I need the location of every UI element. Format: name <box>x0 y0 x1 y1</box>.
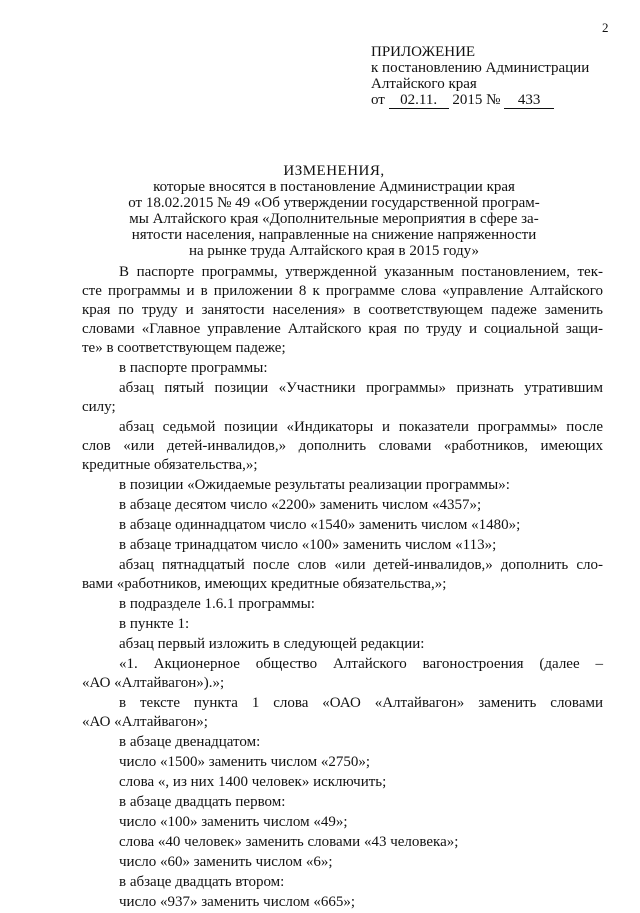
paragraph: в подразделе 1.6.1 программы: <box>119 596 315 612</box>
paragraph: число «60» заменить числом «6»; <box>119 854 333 870</box>
text-line: В паспорте программы, утвержденной указанным постановлением, тек- <box>119 264 603 280</box>
paragraph: в абзаце тринадцатом число «100» заменить числом «113»; <box>119 537 497 553</box>
text-line: те» в соответствующем падеже; <box>82 340 286 356</box>
text-line: кредитные обязательства,»; <box>82 457 258 473</box>
annex-date-line <box>371 92 621 109</box>
annex-line-2: Алтайского края <box>371 76 477 92</box>
paragraph: в абзаце десятом число «2200» заменить числом «4357»; <box>119 497 482 513</box>
text-line: силу; <box>82 399 116 415</box>
paragraph: слова «, из них 1400 человек» исключить; <box>119 774 387 790</box>
paragraph: в позиции «Ожидаемые результаты реализации программы»: <box>119 477 510 493</box>
paragraph: в абзаце двенадцатом: <box>119 734 261 750</box>
annex-title: ПРИЛОЖЕНИЕ <box>371 44 476 60</box>
paragraph: в абзаце двадцать первом: <box>119 794 286 810</box>
paragraph <box>82 379 603 417</box>
text-line: абзац пятнадцатый после слов «или детей-инвалидов,» дополнить сло- <box>119 557 603 573</box>
paragraph: в пункте 1: <box>119 616 190 632</box>
paragraph: в абзаце одиннадцатом число «1540» заменить числом «1480»; <box>119 517 521 533</box>
paragraph: абзац первый изложить в следующей редакции: <box>119 636 425 652</box>
annex-date-prefix: от <box>371 92 385 108</box>
paragraph: число «937» заменить числом «665»; <box>119 894 355 910</box>
heading-line: мы Алтайского края «Дополнительные мероприятия в сфере за- <box>129 211 539 227</box>
text-line: словами «Главное управление Алтайского края по труду и социальной защи- <box>82 321 603 337</box>
annex-date-year: 2015 № <box>452 92 501 108</box>
paragraph <box>82 655 603 693</box>
paragraph: число «100» заменить числом «49»; <box>119 814 348 830</box>
heading-line: на рынке труда Алтайского края в 2015 году» <box>189 243 479 259</box>
paragraph <box>82 418 603 475</box>
text-line: в тексте пункта 1 слова «ОАО «Алтайвагон» заменить словами <box>119 695 603 711</box>
changes-heading <box>120 163 548 259</box>
text-line: сте программы и в приложении 8 к программе слова «управление Алтайского <box>82 283 603 299</box>
paragraph: слова «40 человек» заменить словами «43 человека»; <box>119 834 459 850</box>
text-line: «1. Акционерное общество Алтайского вагоностроения (далее – <box>119 656 603 672</box>
document-body <box>82 263 603 913</box>
paragraph <box>82 694 603 732</box>
heading-line: которые вносятся в постановление Администрации края <box>153 179 515 195</box>
text-line: абзац пятый позиции «Участники программы» признать утратившим <box>119 380 603 396</box>
heading-line: нятости населения, направленные на снижение напряженности <box>131 227 537 243</box>
annex-doc-number: 433 <box>504 93 554 109</box>
text-line: абзац седьмой позиции «Индикаторы и показатели программы» после <box>119 419 603 435</box>
annex-block <box>371 44 621 109</box>
paragraph <box>82 263 603 358</box>
text-line: «АО «Алтайвагон»; <box>82 714 208 730</box>
annex-line-1: к постановлению Администрации <box>371 60 590 76</box>
text-line: «АО «Алтайвагон»).»; <box>82 675 225 691</box>
text-line: слов «или детей-инвалидов,» дополнить словами «работников, имеющих <box>82 438 603 454</box>
text-line: края по труду и занятости населения» в соответствующем падеже заменить <box>82 302 603 318</box>
heading-title: ИЗМЕНЕНИЯ, <box>283 163 385 179</box>
paragraph: в абзаце двадцать втором: <box>119 874 285 890</box>
heading-line: от 18.02.2015 № 49 «Об утверждении государственной програм- <box>128 195 540 211</box>
annex-date-day: 02.11. <box>389 93 449 109</box>
page-number: 2 <box>602 20 609 35</box>
paragraph: в паспорте программы: <box>119 360 268 376</box>
paragraph: число «1500» заменить числом «2750»; <box>119 754 370 770</box>
text-line: вами «работников, имеющих кредитные обязательства,»; <box>82 576 447 592</box>
paragraph <box>82 556 603 594</box>
